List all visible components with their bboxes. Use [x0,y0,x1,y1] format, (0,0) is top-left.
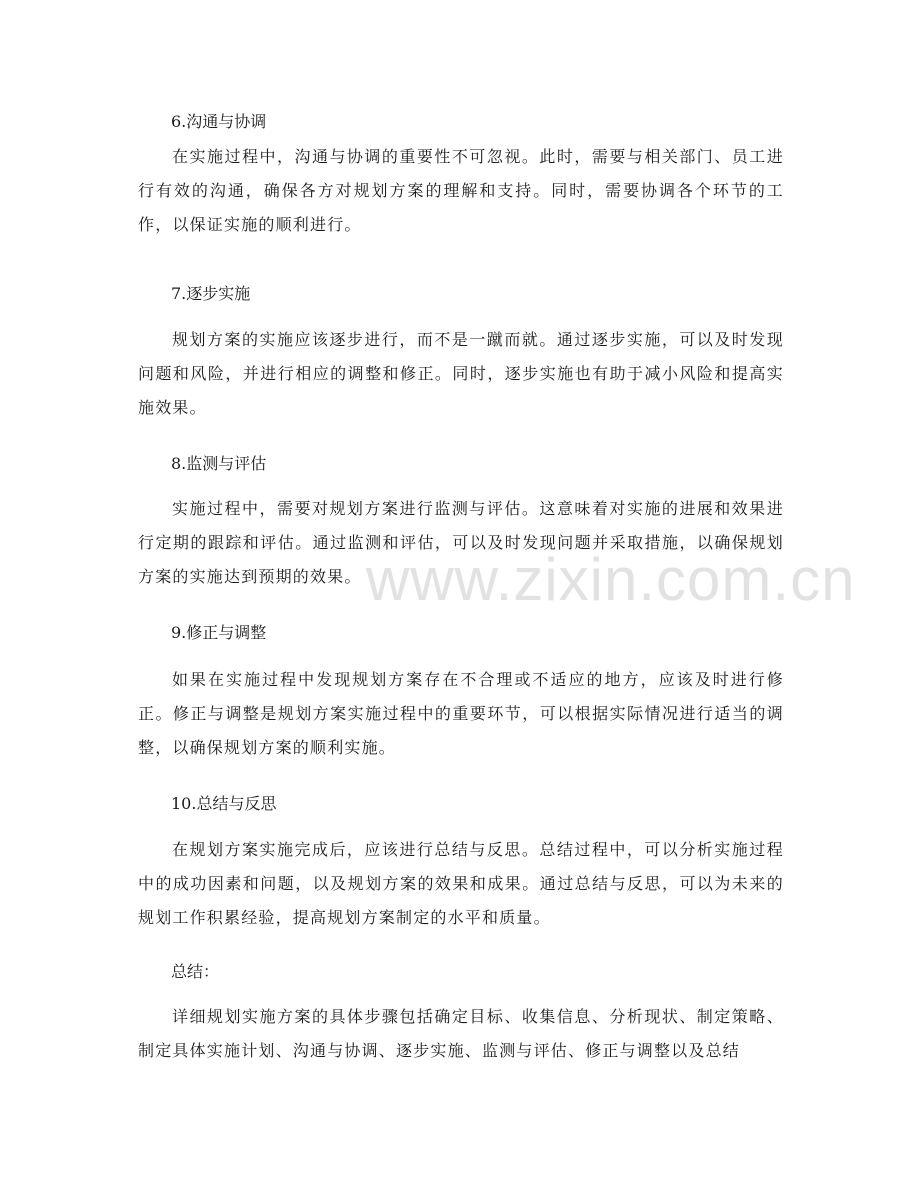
section-heading-review: 10.总结与反思 [171,794,277,813]
summary-heading: 总结： [171,962,220,981]
section-heading-adjustment: 9.修正与调整 [171,623,267,642]
section-body-review: 在规划方案实施完成后，应该进行总结与反思。总结过程中，可以分析实施过程中的成功因素和问题，以及规划方案的效果和成果。通过总结与反思，可以为未来的规划工作积累经验，提高规划方案制定的水平和质量。 [138,840,784,927]
section-body-adjustment: 如果在实施过程中发现规划方案存在不合理或不适应的地方，应该及时进行修正。修正与调整是规划方案实施过程中的重要环节，可以根据实际情况进行适当的调整，以确保规划方案的顺利实施。 [138,670,784,757]
watermark: www.zixin.com.cn [366,546,856,613]
section-heading-monitoring: 8.监测与评估 [171,454,267,473]
section-body-gradual-implementation: 规划方案的实施应该逐步进行，而不是一蹴而就。通过逐步实施，可以及时发现问题和风险，并进行相应的调整和修正。同时，逐步实施也有助于减小风险和提高实施效果。 [138,330,784,417]
section-body-communication: 在实施过程中，沟通与协调的重要性不可忽视。此时，需要与相关部门、员工进行有效的沟通，确保各方对规划方案的理解和支持。同时，需要协调各个环节的工作，以保证实施的顺利进行。 [138,147,784,234]
section-heading-communication: 6.沟通与协调 [171,112,267,131]
summary-body: 详细规划实施方案的具体步骤包括确定目标、收集信息、分析现状、制定策略、制定具体实施计划、沟通与协调、逐步实施、监测与评估、修正与调整以及总结 [138,1007,784,1060]
section-heading-gradual-implementation: 7.逐步实施 [171,284,251,303]
section-body-monitoring: 实施过程中，需要对规划方案进行监测与评估。这意味着对实施的进展和效果进行定期的跟踪和评估。通过监测和评估，可以及时发现问题并采取措施，以确保规划方案的实施达到预期的效果。 [138,499,784,586]
